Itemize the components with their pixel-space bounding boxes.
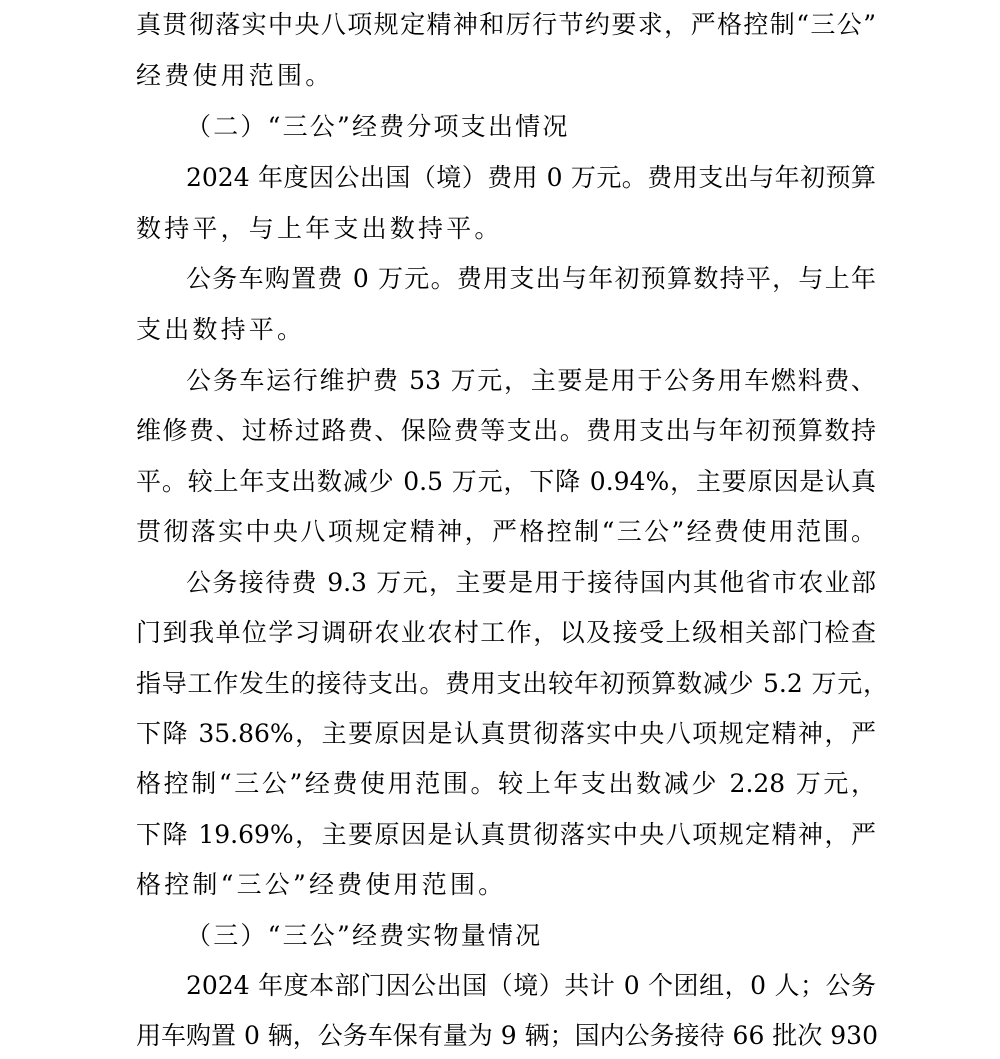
text-line: 公务接待费 9.3 万元，主要是用于接待国内其他省市农业部	[186, 568, 876, 597]
text-line: 门到我单位学习调研农业农村工作，以及接受上级相关部门检查	[136, 618, 876, 647]
text-line: 真贯彻落实中央八项规定精神和厉行节约要求，严格控制“三公”	[136, 10, 876, 39]
text-line: 下降 35.86%，主要原因是认真贯彻落实中央八项规定精神，严	[136, 719, 876, 748]
text-line: 平。较上年支出数减少 0.5 万元，下降 0.94%，主要原因是认真	[136, 467, 876, 496]
text-line: 用车购置 0 辆，公务车保有量为 9 辆；国内公务接待 66 批次 930	[136, 1021, 878, 1050]
text-line: 维修费、过桥过路费、保险费等支出。费用支出与年初预算数持	[136, 416, 876, 445]
text-line: 贯彻落实中央八项规定精神，严格控制“三公”经费使用范围。	[136, 517, 876, 546]
section-heading: （三）“三公”经费实物量情况	[186, 921, 543, 950]
text-line: 下降 19.69%，主要原因是认真贯彻落实中央八项规定精神，严	[136, 820, 876, 849]
text-line: 数持平，与上年支出数持平。	[136, 214, 503, 243]
section-heading: （二）“三公”经费分项支出情况	[186, 112, 570, 141]
text-line: 指导工作发生的接待支出。费用支出较年初预算数减少 5.2 万元，	[136, 669, 888, 698]
text-line: 经费使用范围。	[136, 61, 334, 90]
text-line: 2024 年度因公出国（境）费用 0 万元。费用支出与年初预算	[186, 163, 876, 192]
text-line: 支出数持平。	[136, 315, 306, 344]
text-line: 公务车购置费 0 万元。费用支出与年初预算数持平，与上年	[186, 264, 876, 293]
text-line: 格控制“三公”经费使用范围。	[136, 870, 507, 899]
text-line: 公务车运行维护费 53 万元，主要是用于公务用车燃料费、	[186, 366, 876, 395]
text-line: 格控制“三公”经费使用范围。较上年支出数减少 2.28 万元，	[136, 769, 876, 798]
text-line: 2024 年度本部门因公出国（境）共计 0 个团组，0 人；公务	[186, 971, 876, 1000]
